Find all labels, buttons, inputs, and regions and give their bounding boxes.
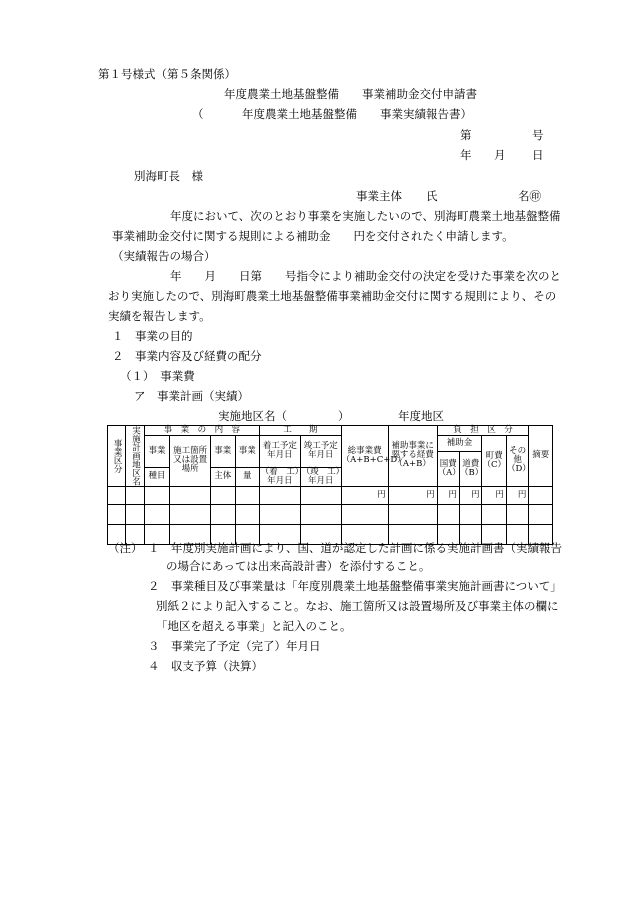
col-jigyo-kubun-text: 事業区分 xyxy=(112,438,123,473)
addressee: 別海町長 様 xyxy=(134,169,203,183)
col-chohi-code: （C） xyxy=(482,459,506,470)
col-shutai: 事業 xyxy=(211,436,235,468)
item-purpose: １ 事業の目的 xyxy=(112,329,193,343)
col-dohi-label: 道費 xyxy=(462,458,480,469)
applicant-seal: 名㊞ xyxy=(518,189,541,203)
item-project-cost: （１） 事業費 xyxy=(120,369,195,383)
item-content: ２ 事業内容及び経費の配分 xyxy=(112,349,262,363)
col-sonota xyxy=(506,436,531,487)
col-chakko: 着工予定年月日 xyxy=(260,436,301,468)
notes-label: （注） xyxy=(108,541,143,555)
applicant-name-label: 氏 xyxy=(426,189,438,203)
col-kanko-paren: （竣 工）年月日 xyxy=(301,466,340,486)
note-2c: 「地区を超える事業」と記入のこと。 xyxy=(156,619,352,633)
col-koki: 工 期 xyxy=(260,426,342,436)
col-kokuhi xyxy=(437,451,459,486)
col-ryo: 事業 xyxy=(235,436,260,468)
col-shutai-2: 主体 xyxy=(211,467,235,486)
col-chohi-label: 町費 xyxy=(485,450,503,461)
doc-number-label: 第 xyxy=(460,128,472,142)
col-total-cost-label: 総事業費 xyxy=(347,445,382,456)
col-hojo-keihi-label: 補助事業に要する経費 xyxy=(391,441,434,461)
col-chakko-paren: （着 工）年月日 xyxy=(260,466,300,486)
date-year: 年 xyxy=(460,148,472,162)
yen-sonota: 円 xyxy=(506,486,528,504)
col-kanko: 竣工予定年月日 xyxy=(300,436,341,468)
col-naiyo: 事 業 の 内 容 xyxy=(144,426,259,436)
report-case-heading: （実績報告の場合） xyxy=(112,249,216,263)
area-name-label: 実施地区名（ xyxy=(218,409,287,423)
report-text-2: おり実施したので、別海町農業土地基盤整備事業補助金交付に関する規則により、その xyxy=(108,289,557,303)
application-text-2: 事業補助金交付に関する規則による補助金 円を交付されたく申請します。 xyxy=(112,229,514,243)
table-row xyxy=(108,486,553,504)
form-number: 第１号様式（第５条関係） xyxy=(98,67,236,81)
date-day: 日 xyxy=(532,148,544,162)
col-total-cost xyxy=(341,426,406,487)
date-month: 月 xyxy=(494,148,506,162)
area-year: 年度地区 xyxy=(398,409,444,423)
col-ryo-2: 量 xyxy=(235,467,260,486)
note-3: ３ 事業完了予定（完了）年月日 xyxy=(148,639,321,653)
report-title: 年度農業土地基盤整備 事業実績報告書） xyxy=(242,107,472,121)
yen-total: 円 xyxy=(341,486,388,504)
col-chohi xyxy=(482,436,506,487)
col-kokuhi-label: 国費 xyxy=(439,458,457,469)
yen-kokuhi: 円 xyxy=(437,486,459,504)
col-kasho: 施工箇所又は設置場所 xyxy=(170,436,211,487)
col-dohi xyxy=(460,451,482,486)
yen-dohi: 円 xyxy=(460,486,482,504)
note-1b: の場合にあっては出来高設計書）を添付すること。 xyxy=(166,559,431,573)
col-sonota-label: その他 xyxy=(509,446,527,466)
col-keikaku-chiku xyxy=(126,426,144,487)
col-hojokin: 補助金 xyxy=(437,436,482,452)
item-project-plan: ア 事業計画（実績） xyxy=(134,389,249,403)
document-title: 年度農業土地基盤整備 事業補助金交付申請書 xyxy=(224,87,477,101)
col-kokuhi-code: （A） xyxy=(437,467,461,478)
yen-chohi: 円 xyxy=(482,486,506,504)
application-text-1: 年度において、次のとおり事業を実施したいので、別海町農業土地基盤整備 xyxy=(170,209,561,223)
col-hojo-keihi xyxy=(388,426,437,487)
note-2a: ２ 事業種目及び事業量は「年度別農業土地基盤整備事業実施計画書について」 xyxy=(148,579,562,593)
col-dohi-code: （B） xyxy=(460,467,484,478)
area-name-close: ） xyxy=(338,409,350,423)
note-4: ４ 収支予算（決算） xyxy=(148,659,263,673)
col-futan: 負 担 区 分 xyxy=(437,426,529,436)
col-shubetsu: 事業 xyxy=(144,436,170,468)
col-total-cost-formula: （A+B+C+D） xyxy=(341,454,406,465)
project-plan-table xyxy=(107,425,553,545)
applicant-label: 事業主体 xyxy=(356,189,402,203)
note-2b: 別紙２により記入すること。なお、施工箇所又は設置場所及び事業主体の欄に xyxy=(156,599,559,613)
col-hojo-keihi-formula: （A+B） xyxy=(394,459,431,470)
table-row xyxy=(108,504,553,524)
col-keikaku-chiku-text: 実施計画地区名 xyxy=(130,426,141,486)
col-shubetsu-2: 種目 xyxy=(144,467,170,486)
col-tekiyo: 摘要 xyxy=(529,426,553,487)
report-text-3: 実績を報告します。 xyxy=(108,309,211,323)
yen-hojo: 円 xyxy=(388,486,437,504)
report-title-open: （ xyxy=(192,107,204,121)
doc-number-suffix: 号 xyxy=(532,128,544,142)
note-1a: １ 年度別実施計画により、国、道が認定した計画に係る実施計画書（実績報告 xyxy=(148,541,562,555)
col-jigyo-kubun xyxy=(108,426,126,487)
col-sonota-code: （D） xyxy=(506,464,531,475)
report-text-1: 年 月 日第 号指令により補助金交付の決定を受けた事業を次のと xyxy=(170,269,561,283)
